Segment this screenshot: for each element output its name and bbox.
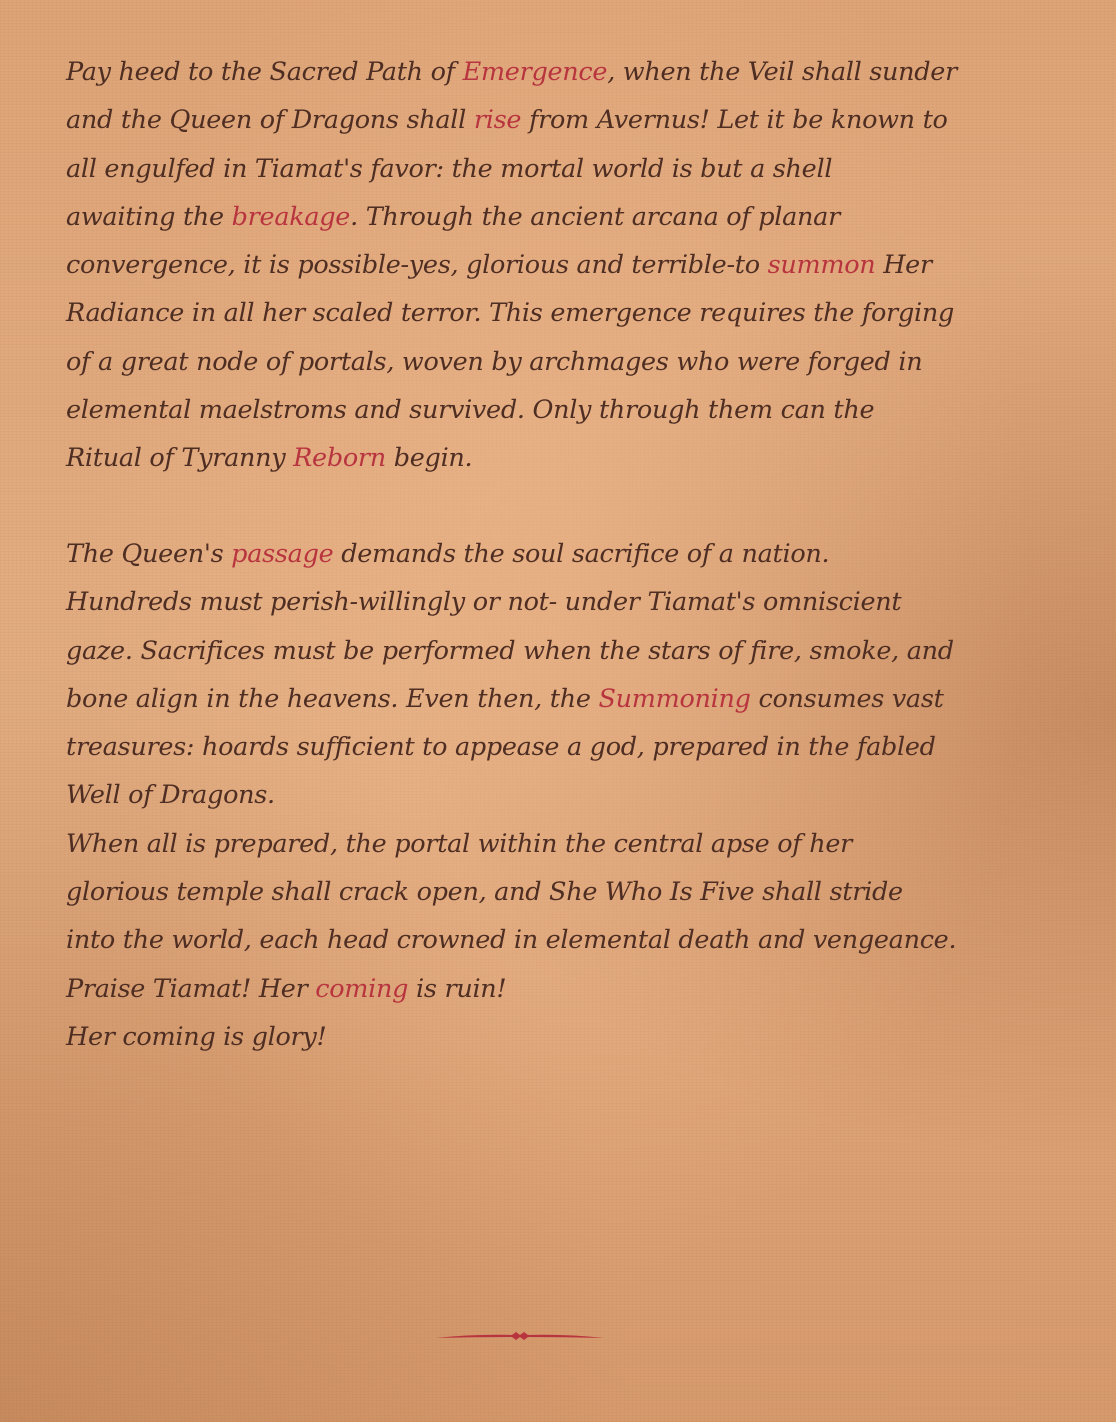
highlighted-word: Reborn bbox=[293, 443, 386, 474]
text-line: Hundreds must perish-willingly or not- under Tiamat's omniscient bbox=[66, 587, 902, 618]
highlighted-word: coming bbox=[315, 973, 409, 1004]
text-line: Praise Tiamat! Her coming is ruin! bbox=[66, 973, 507, 1004]
text-line: Pay heed to the Sacred Path of Emergence, when the Veil shall sunder bbox=[66, 57, 957, 87]
text-line: into the world, each head crowned in elemental death and vengeance. bbox=[66, 925, 957, 956]
text-line: glorious temple shall crack open, and She Who Is Five shall stride bbox=[66, 877, 903, 908]
text-line: Radiance in all her scaled terror. This emergence requires the forging bbox=[66, 298, 954, 329]
text-line: The Queen's passage demands the soul sacrifice of a nation. bbox=[66, 539, 830, 569]
highlighted-word: passage bbox=[231, 539, 334, 569]
highlighted-word: Emergence bbox=[462, 57, 608, 87]
paragraph-1 bbox=[66, 48, 1046, 483]
text-line: When all is prepared, the portal within the central apse of her bbox=[66, 828, 853, 859]
highlighted-word: Summoning bbox=[598, 683, 751, 714]
text-line: elemental maelstroms and survived. Only through them can the bbox=[66, 395, 875, 426]
paragraph-2 bbox=[66, 530, 1046, 1061]
text-line: Ritual of Tyranny Reborn begin. bbox=[66, 443, 473, 474]
highlighted-word: summon bbox=[767, 250, 876, 281]
text-line: Her coming is glory! bbox=[66, 1021, 327, 1052]
text-line: awaiting the breakage. Through the ancient arcana of planar bbox=[66, 201, 840, 232]
text-line: gaze. Sacrifices must be performed when the stars of fire, smoke, and bbox=[66, 635, 954, 666]
text-line: bone align in the heavens. Even then, the Summoning consumes vast bbox=[66, 683, 944, 714]
text-line: treasures: hoards sufficient to appease a god, prepared in the fabled bbox=[66, 732, 936, 763]
text-line: and the Queen of Dragons shall rise from Avernus! Let it be known to bbox=[66, 105, 948, 136]
divider-ornament-icon bbox=[434, 1329, 606, 1343]
highlighted-word: rise bbox=[473, 105, 522, 136]
text-line: all engulfed in Tiamat's favor: the mortal world is but a shell bbox=[66, 153, 833, 184]
highlighted-word: breakage bbox=[231, 201, 351, 232]
text-line: Well of Dragons. bbox=[66, 780, 275, 811]
text-line: of a great node of portals, woven by archmages who were forged in bbox=[66, 346, 923, 377]
text-line: convergence, it is possible-yes, glorious and terrible-to summon Her bbox=[66, 250, 932, 281]
